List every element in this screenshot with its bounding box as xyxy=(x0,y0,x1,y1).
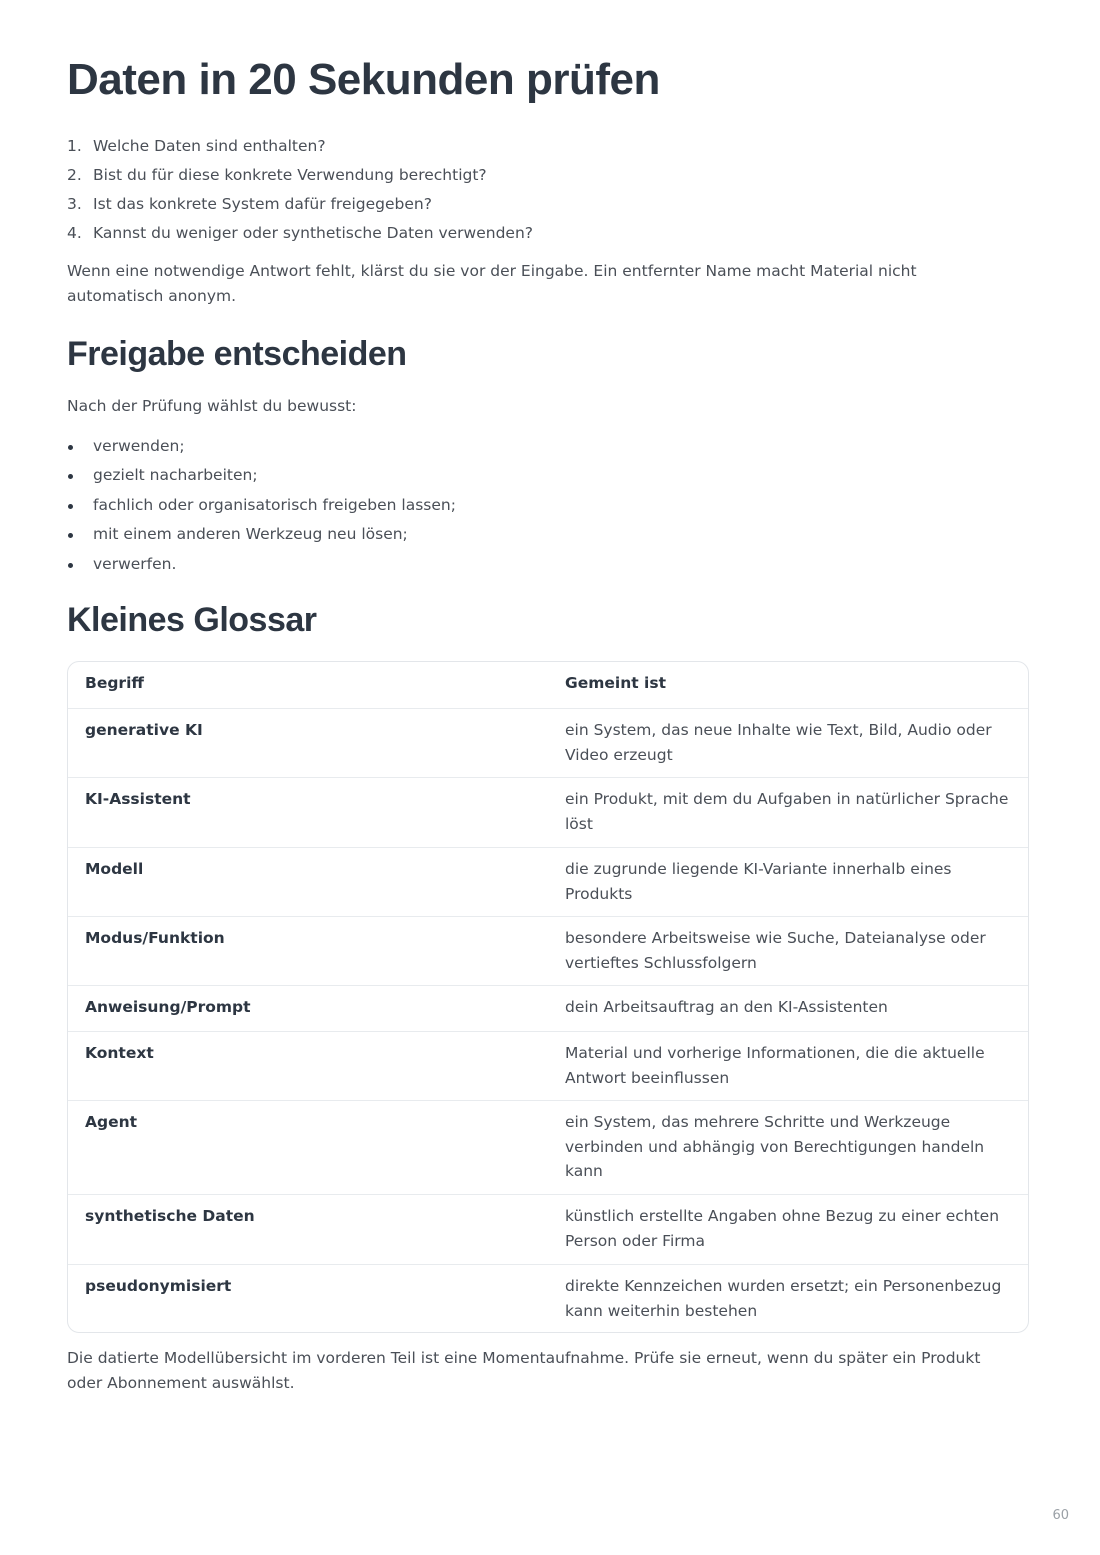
table-row xyxy=(68,708,1028,777)
meaning-cell: Material und vorherige Informationen, die die aktuelle Antwort beeinflussen xyxy=(565,1044,985,1087)
list-text: fachlich oder organisatorisch freigeben lassen; xyxy=(93,495,456,514)
list-text: Ist das konkrete System dafür freigegeben? xyxy=(93,195,432,213)
list-item xyxy=(67,461,456,490)
closing-note: Die datierte Modellübersicht im vorderen Teil ist eine Momentaufnahme. Prüfe sie erneut, wenn du später ein Produkt oder Abonnement auswählst. xyxy=(67,1349,981,1392)
meaning-cell: die zugrunde liegende KI-Variante innerhalb eines Produkts xyxy=(565,860,952,903)
table-row xyxy=(68,847,1028,916)
table-row xyxy=(68,985,1028,1031)
meaning-cell: dein Arbeitsauftrag an den KI-Assistenten xyxy=(565,998,888,1016)
term-cell: synthetische Daten xyxy=(85,1207,255,1225)
list-item xyxy=(67,132,533,161)
list-item xyxy=(67,190,533,219)
list-text: Kannst du weniger oder synthetische Daten verwenden? xyxy=(93,224,534,242)
check-list xyxy=(67,132,533,248)
table-row xyxy=(68,777,1028,847)
term-cell: Modus/Funktion xyxy=(85,929,225,947)
glossary-table xyxy=(67,661,1029,1333)
term-cell: Modell xyxy=(85,860,144,878)
list-item xyxy=(67,161,533,190)
meaning-cell: besondere Arbeitsweise wie Suche, Dateianalyse oder vertieftes Schlussfolgern xyxy=(565,929,986,972)
meaning-cell: direkte Kennzeichen wurden ersetzt; ein Personenbezug kann weiterhin bestehen xyxy=(565,1277,1002,1320)
release-options-list xyxy=(67,432,456,579)
column-header-meaning: Gemeint ist xyxy=(565,674,666,692)
list-text: mit einem anderen Werkzeug neu lösen; xyxy=(93,525,408,544)
section-heading-glossary: Kleines Glossar xyxy=(67,601,317,639)
page-number: 60 xyxy=(1052,1508,1069,1523)
meaning-cell: ein Produkt, mit dem du Aufgaben in natürlicher Sprache löst xyxy=(565,790,1009,833)
bullet-icon xyxy=(68,533,73,538)
list-number: 4. xyxy=(67,224,82,242)
list-text: Welche Daten sind enthalten? xyxy=(93,137,326,155)
table-row xyxy=(68,1031,1028,1100)
term-cell: Kontext xyxy=(85,1044,154,1062)
list-number: 1. xyxy=(67,137,82,155)
section-heading-release: Freigabe entscheiden xyxy=(67,335,407,373)
bullet-icon xyxy=(68,445,73,450)
list-text: verwenden; xyxy=(93,437,185,455)
page-title: Daten in 20 Sekunden prüfen xyxy=(67,55,660,104)
list-item xyxy=(67,550,456,579)
term-cell: pseudonymisiert xyxy=(85,1277,232,1295)
list-item xyxy=(67,520,456,549)
column-header-term: Begriff xyxy=(85,674,144,692)
bullet-icon xyxy=(68,474,73,479)
list-number: 3. xyxy=(67,195,82,213)
bullet-icon xyxy=(68,504,73,509)
list-number: 2. xyxy=(67,166,82,184)
table-row xyxy=(68,916,1028,985)
release-intro: Nach der Prüfung wählst du bewusst: xyxy=(67,397,357,415)
meaning-cell: künstlich erstellte Angaben ohne Bezug zu einer echten Person oder Firma xyxy=(565,1207,1000,1250)
table-header-row xyxy=(68,662,1028,708)
term-cell: KI-Assistent xyxy=(85,790,191,808)
bullet-icon xyxy=(68,563,73,568)
list-item xyxy=(67,491,456,520)
list-text: verwerfen. xyxy=(93,554,177,573)
meaning-cell: ein System, das neue Inhalte wie Text, Bild, Audio oder Video erzeugt xyxy=(565,721,992,764)
table-row xyxy=(68,1100,1028,1194)
term-cell: Anweisung/Prompt xyxy=(85,998,251,1016)
check-note: Wenn eine notwendige Antwort fehlt, klärst du sie vor der Eingabe. Ein entfernter Name macht Material nicht automatisch anonym. xyxy=(67,262,917,305)
meaning-cell: ein System, das mehrere Schritte und Werkzeuge verbinden und abhängig von Berechtigungen handeln kann xyxy=(565,1113,985,1180)
list-item xyxy=(67,219,533,248)
table-row xyxy=(68,1194,1028,1264)
list-text: Bist du für diese konkrete Verwendung berechtigt? xyxy=(93,166,487,184)
table-row xyxy=(68,1264,1028,1332)
term-cell: Agent xyxy=(85,1113,138,1131)
term-cell: generative KI xyxy=(85,721,203,739)
list-item xyxy=(67,432,456,461)
list-text: gezielt nacharbeiten; xyxy=(93,466,258,485)
